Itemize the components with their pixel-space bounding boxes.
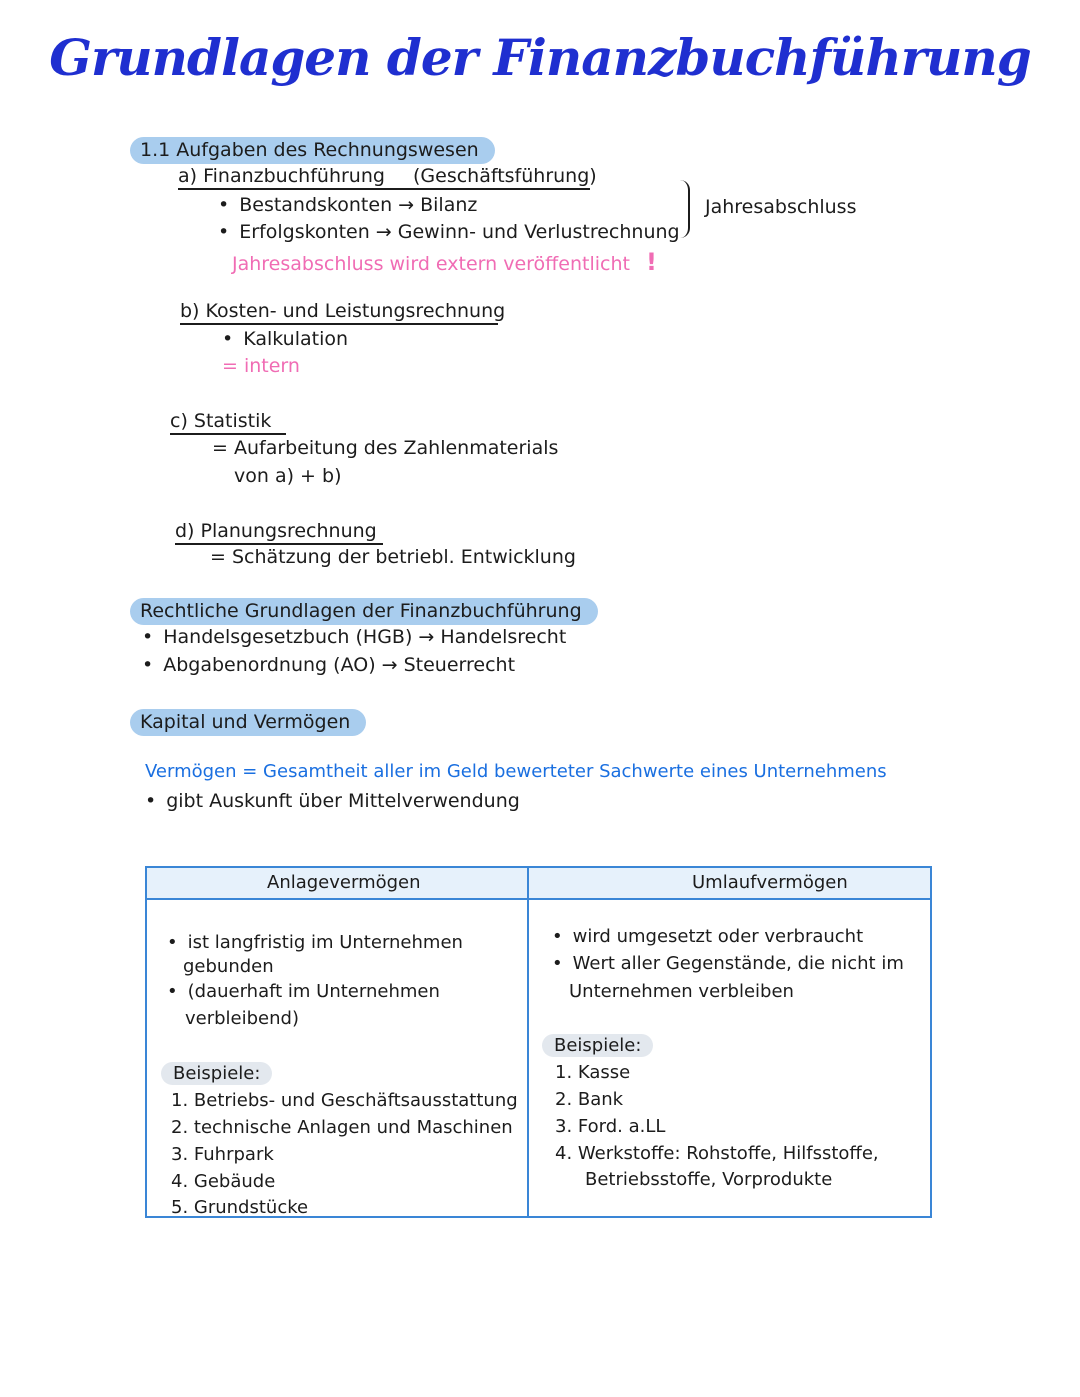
subheading-kostenrechnung: b) Kosten- und Leistungsrechnung	[180, 300, 498, 325]
right-bullet2-l1: • Wert aller Gegenstände, die nicht im	[552, 953, 904, 974]
subheading-planungsrechnung: d) Planungsrechnung	[175, 520, 383, 545]
header-anlagevermoegen: Anlagevermögen	[267, 872, 421, 893]
right-bullet1: • wird umgesetzt oder verbraucht	[552, 926, 863, 947]
list-item: • Bestandskonten → Bilanz	[218, 194, 477, 216]
list-item: • Kalkulation	[222, 328, 348, 350]
subheading-a-label: a) Finanzbuchführung	[178, 165, 385, 187]
pink-note-intern: = intern	[222, 355, 300, 377]
list-item: 5. Grundstücke	[171, 1197, 309, 1218]
brace-label: Jahresabschluss	[705, 196, 857, 218]
list-item-cont: Betriebsstoffe, Vorprodukte	[585, 1169, 833, 1190]
left-bullet2-l1: • (dauerhaft im Unternehmen	[167, 981, 440, 1002]
right-examples-label: Beispiele:	[542, 1034, 653, 1057]
right-bullet2-l2: Unternehmen verbleiben	[569, 981, 794, 1002]
left-bullet1-l2: gebunden	[183, 956, 274, 977]
list-item: 1. Betriebs- und Geschäftsausstattung	[171, 1090, 518, 1111]
exclamation-mark: !	[645, 248, 657, 276]
page-title: Grundlagen der Finanzbuchführung	[49, 28, 1031, 87]
section-heading-aufgaben: 1.1 Aufgaben des Rechnungswesen	[130, 137, 495, 164]
subheading-a-paren: (Geschäftsführung)	[413, 165, 597, 187]
definition-vermoegen: Vermögen = Gesamtheit aller im Geld bewerteter Sachwerte eines Unternehmens	[145, 761, 887, 782]
section-heading-rechtliche-grundlagen: Rechtliche Grundlagen der Finanzbuchführung	[130, 598, 598, 625]
list-item: 2. technische Anlagen und Maschinen	[171, 1117, 513, 1138]
table-divider	[527, 868, 529, 1216]
list-item: 1. Kasse	[555, 1062, 631, 1083]
left-bullet1-l1: • ist langfristig im Unternehmen	[167, 932, 463, 953]
subheading-statistik: c) Statistik	[170, 410, 286, 435]
list-item: • Handelsgesetzbuch (HGB) → Handelsrecht	[142, 626, 566, 648]
statistik-line2: von a) + b)	[234, 465, 342, 487]
list-item: 3. Fuhrpark	[171, 1144, 274, 1165]
section-heading-kapital-vermoegen: Kapital und Vermögen	[130, 709, 366, 736]
subheading-finanzbuchfuehrung	[178, 165, 597, 190]
note-text: Jahresabschluss wird extern veröffentlicht	[232, 253, 630, 275]
left-examples-label: Beispiele:	[161, 1062, 272, 1085]
list-item: 2. Bank	[555, 1089, 624, 1110]
list-item: • Abgabenordnung (AO) → Steuerrecht	[142, 654, 515, 676]
header-umlaufvermoegen: Umlaufvermögen	[692, 872, 848, 893]
pink-note-extern	[232, 248, 657, 276]
curly-brace-icon	[680, 180, 690, 238]
list-item: 4. Gebäude	[171, 1171, 276, 1192]
list-item: • Erfolgskonten → Gewinn- und Verlustrechnung	[218, 221, 680, 243]
list-item: 4. Werkstoffe: Rohstoffe, Hilfsstoffe,	[555, 1143, 879, 1164]
list-item: • gibt Auskunft über Mittelverwendung	[145, 790, 520, 812]
statistik-line1: = Aufarbeitung des Zahlenmaterials	[212, 437, 559, 459]
left-bullet2-l2: verbleibend)	[185, 1008, 299, 1029]
planung-line1: = Schätzung der betriebl. Entwicklung	[210, 546, 576, 568]
vermoegen-table	[145, 866, 932, 1218]
list-item: 3. Ford. a.LL	[555, 1116, 666, 1137]
